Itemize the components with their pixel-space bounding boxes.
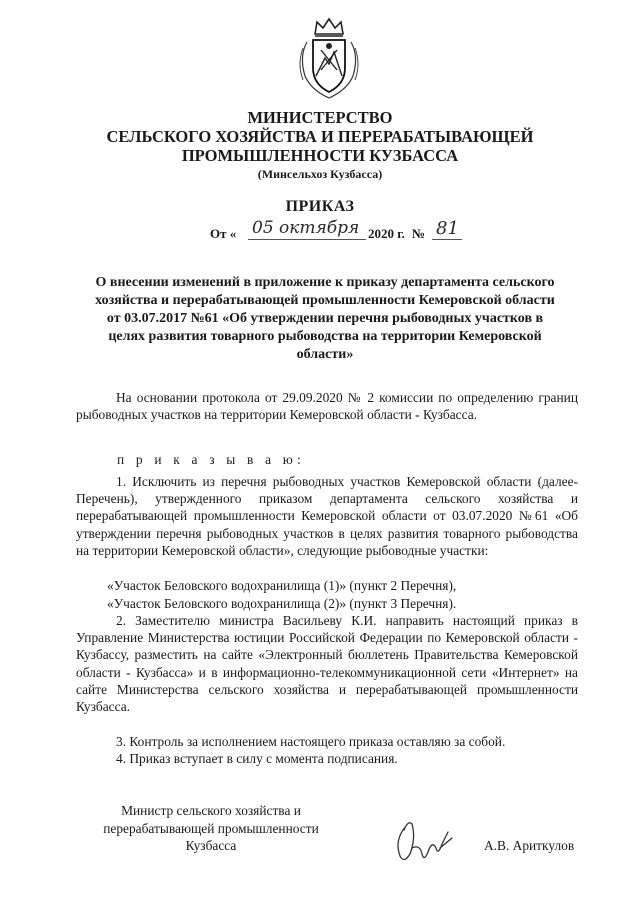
item-1: 1. Исключить из перечня рыбоводных участков Кемеровской области (далее-Перечень), утвержденного приказом департамента сельского хозяйства и перерабатывающей промышленности Кемеровской области от 03.07.2020 №61 «Об утверждении перечня рыбоводных участков в целях развития товарного рыбоводства на территории Кемеровской области», следующие рыбоводные участки: [76, 474, 578, 558]
number-handwritten: 81 [436, 218, 459, 239]
ministry-line-3: ПРОМЫШЛЕННОСТИ КУЗБАССА [181, 146, 459, 165]
basis-paragraph: На основании протокола от 29.09.2020 № 2 комиссии по определению границ рыбоводных участков на территории Кемеровской области - Кузбасса. [76, 390, 578, 423]
position-line-2: перерабатывающей промышленности [103, 820, 319, 836]
order-subject [70, 274, 580, 364]
item-4: 4. Приказ вступает в силу с момента подписания. [116, 751, 398, 766]
document-title: ПРИКАЗ [285, 198, 355, 215]
coat-of-arms-kuzbass-icon [295, 16, 363, 102]
position-line-3: Кузбасса [185, 838, 237, 853]
subject-line-4: целях развития товарного рыбоводства на территории Кемеровской [108, 329, 542, 344]
date-handwritten: 05 октября [252, 218, 360, 238]
ministry-line-1: МИНИСТЕРСТВО [247, 108, 393, 127]
item-2: 2. Заместителю министра Васильеву К.И. направить настоящий приказ в Управление Министерства юстиции Российской Федерации по Кемеровской области - Кузбассу, разместить на сайте «Электронный бюллетень Правительства Кемеровской области - Кузбасса» и в информационно-телекоммуникационной сети «Интернет» на сайте Министерства сельского хозяйства и перерабатывающей промышленности Кузбасса. [76, 613, 578, 715]
subject-line-1: О внесении изменений в приложение к приказу департамента сельского [95, 275, 555, 290]
signer-name: А.В. Ариткулов [484, 838, 575, 853]
order-word: п р и к а з ы в а ю: [117, 452, 305, 467]
handwritten-signature-icon [392, 818, 462, 868]
date-prefix: От « [210, 226, 237, 241]
subject-line-2: хозяйства и перерабатывающей промышленности Кемеровской области [95, 293, 555, 308]
order-date-number [210, 218, 460, 246]
subject-line-5: области» [296, 347, 354, 362]
position-line-1: Министр сельского хозяйства и [121, 803, 301, 818]
item-1-plot-b: «Участок Беловского водохранилища (2)» (пункт 3 Перечня). [107, 596, 457, 611]
ministry-name [40, 108, 600, 165]
item-3: 3. Контроль за исполнением настоящего приказа оставляю за собой. [116, 734, 506, 749]
item-1-plot-a: «Участок Беловского водохранилища (1)» (пункт 2 Перечня), [107, 578, 457, 593]
ministry-short-name: (Минсельхоз Кузбасса) [257, 167, 383, 181]
subject-line-3: от 03.07.2017 №61 «Об утверждении перечня рыбоводных участков в [106, 311, 544, 326]
date-year: 2020 г. [368, 226, 405, 241]
ministry-line-2: СЕЛЬСКОГО ХОЗЯЙСТВА И ПЕРЕРАБАТЫВАЮЩЕЙ [106, 127, 534, 146]
signer-position [76, 802, 346, 855]
number-sign: № [412, 226, 426, 241]
